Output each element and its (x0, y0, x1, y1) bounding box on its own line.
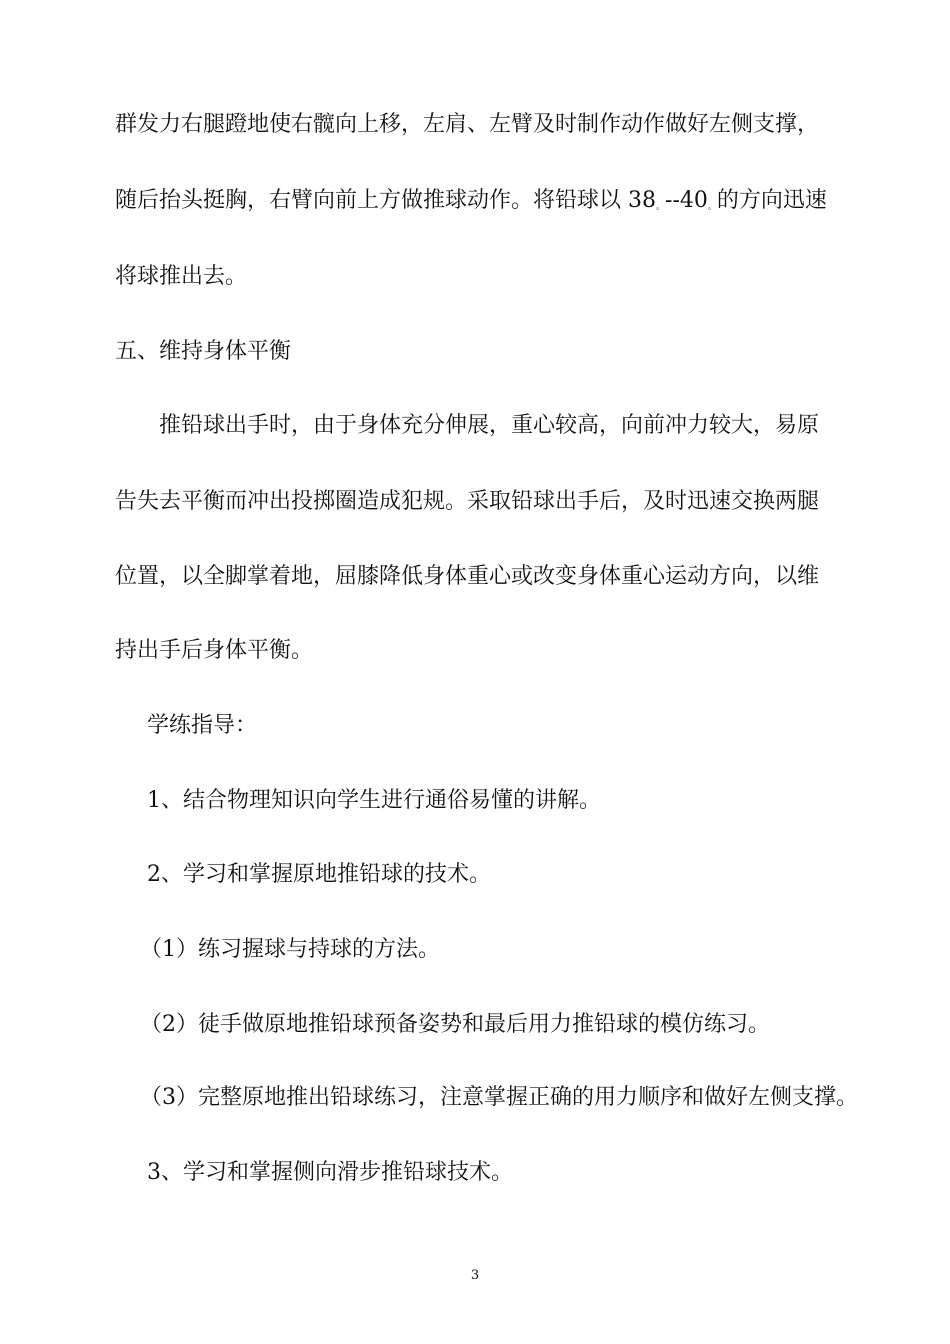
list-item: （2）徒手做原地推铅球预备姿势和最后用力推铅球的模仿练习。 (140, 1012, 770, 1037)
paragraph-line: 推铅球出手时，由于身体充分伸展，重心较高，向前冲力较大，易原 (159, 413, 820, 438)
section-heading: 五、维持身体平衡 (115, 339, 292, 364)
list-item: （3）完整原地推出铅球练习，注意掌握正确的用力顺序和做好左侧支撑。 (140, 1085, 858, 1110)
paragraph-line-text: --40 (665, 188, 708, 213)
paragraph-line (115, 186, 950, 222)
paragraph-line-text: 的方向迅速 (716, 188, 827, 213)
paragraph-line: 群发力右腿蹬地使右髋向上移，左肩、左臂及时制作动作做好左侧支撑， (115, 112, 820, 137)
list-item: 2、学习和掌握原地推铅球的技术。 (147, 862, 491, 887)
list-item: 1、结合物理知识向学生进行通俗易懂的讲解。 (147, 788, 601, 813)
paragraph-line: 将球推出去。 (115, 264, 248, 289)
guidance-heading: 学练指导： (147, 713, 258, 738)
paragraph-line: 持出手后身体平衡。 (115, 638, 314, 663)
paragraph-line-text: 随后抬头挺胸，右臂向前上方做推球动作。将铅球以 38 (115, 188, 656, 213)
page-number: 3 (470, 1268, 480, 1283)
list-item: 3、学习和掌握侧向滑步推铅球技术。 (147, 1160, 513, 1185)
degree-mark: 。 (707, 202, 717, 212)
paragraph-line: 告失去平衡而冲出投掷圈造成犯规。采取铅球出手后，及时迅速交换两腿 (115, 489, 820, 514)
list-item: （1）练习握球与持球的方法。 (140, 937, 440, 962)
paragraph-line: 位置，以全脚掌着地，屈膝降低身体重心或改变身体重心运动方向，以维 (115, 564, 820, 589)
degree-mark: 。 (656, 202, 666, 212)
